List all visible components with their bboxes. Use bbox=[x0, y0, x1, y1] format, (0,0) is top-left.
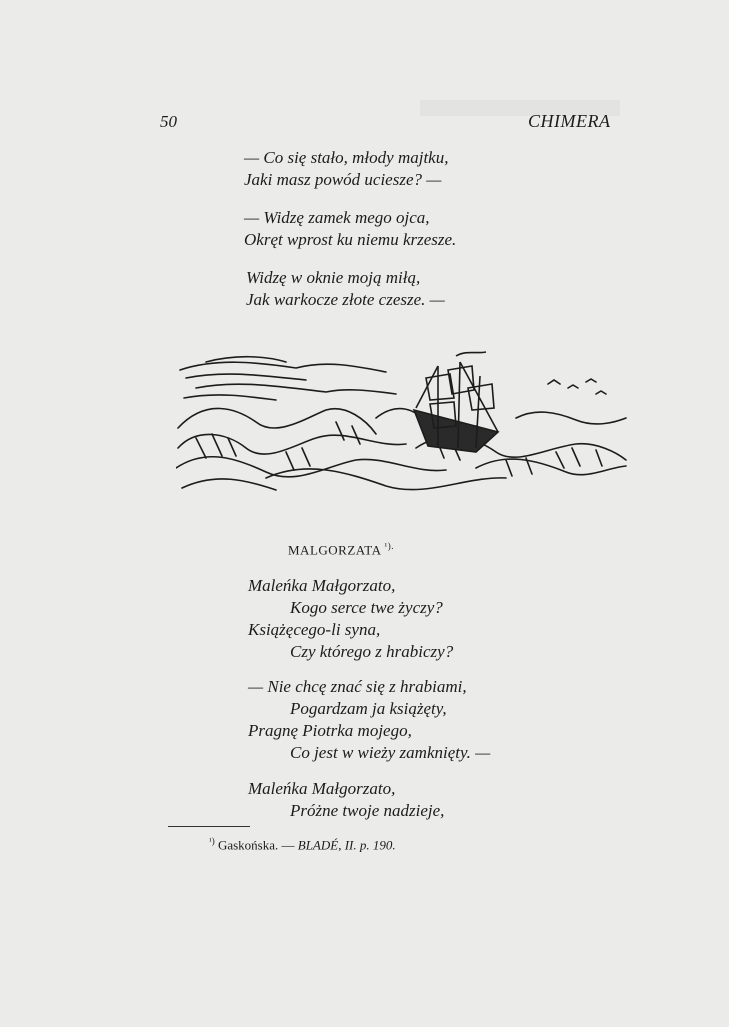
verse-line: — Co się stało, młody majtku, bbox=[244, 148, 449, 167]
verse-line: Jaki masz powód uciesze? — bbox=[244, 170, 442, 189]
verse-line: Widzę w oknie moją miłą, bbox=[246, 268, 421, 287]
stanza-1 bbox=[244, 147, 448, 191]
footnote-text: Gaskońska. — bbox=[217, 837, 295, 853]
verse-line: Maleńka Małgorzato, bbox=[248, 779, 396, 798]
poem-stanza-1 bbox=[248, 575, 453, 663]
poem-title: MALGORZATA $^{^1).}$ bbox=[288, 541, 394, 558]
footnote-rule bbox=[168, 826, 250, 827]
verse-line: Pogardzam ja książęty, bbox=[290, 699, 447, 718]
poem-stanza-3 bbox=[248, 778, 444, 822]
verse-line: — Nie chcę znać się z hrabiami, bbox=[248, 677, 467, 696]
verse-line: Okręt wprost ku niemu krzesze. bbox=[244, 230, 457, 249]
verse-line: Próżne twoje nadzieje, bbox=[290, 801, 445, 820]
verse-line: Kogo serce twe życzy? bbox=[290, 598, 443, 617]
running-title: CHIMERA bbox=[528, 111, 611, 131]
page-number: 50 bbox=[160, 112, 177, 131]
stanza-3 bbox=[246, 267, 445, 311]
stanza-2 bbox=[244, 207, 456, 251]
ship-on-waves-icon bbox=[176, 348, 628, 498]
verse-line: Czy którego z hrabiczy? bbox=[290, 642, 454, 661]
footnote bbox=[209, 836, 396, 853]
verse-line: Książęcego-li syna, bbox=[248, 620, 381, 639]
footnote-marker: ¹) bbox=[209, 836, 215, 846]
verse-line: Pragnę Piotrka mojego, bbox=[248, 721, 412, 740]
poem-stanza-2 bbox=[248, 676, 490, 764]
verse-line: Maleńka Małgorzato, bbox=[248, 576, 396, 595]
verse-line: Jak warkocze złote czesze. — bbox=[246, 290, 445, 309]
footnote-source: BLADÉ, II. p. 190. bbox=[297, 837, 396, 853]
verse-line: Co jest w wieży zamknięty. — bbox=[290, 743, 491, 762]
verse-line: — Widzę zamek mego ojca, bbox=[244, 208, 430, 227]
footnote-ref: ¹). bbox=[384, 541, 394, 551]
